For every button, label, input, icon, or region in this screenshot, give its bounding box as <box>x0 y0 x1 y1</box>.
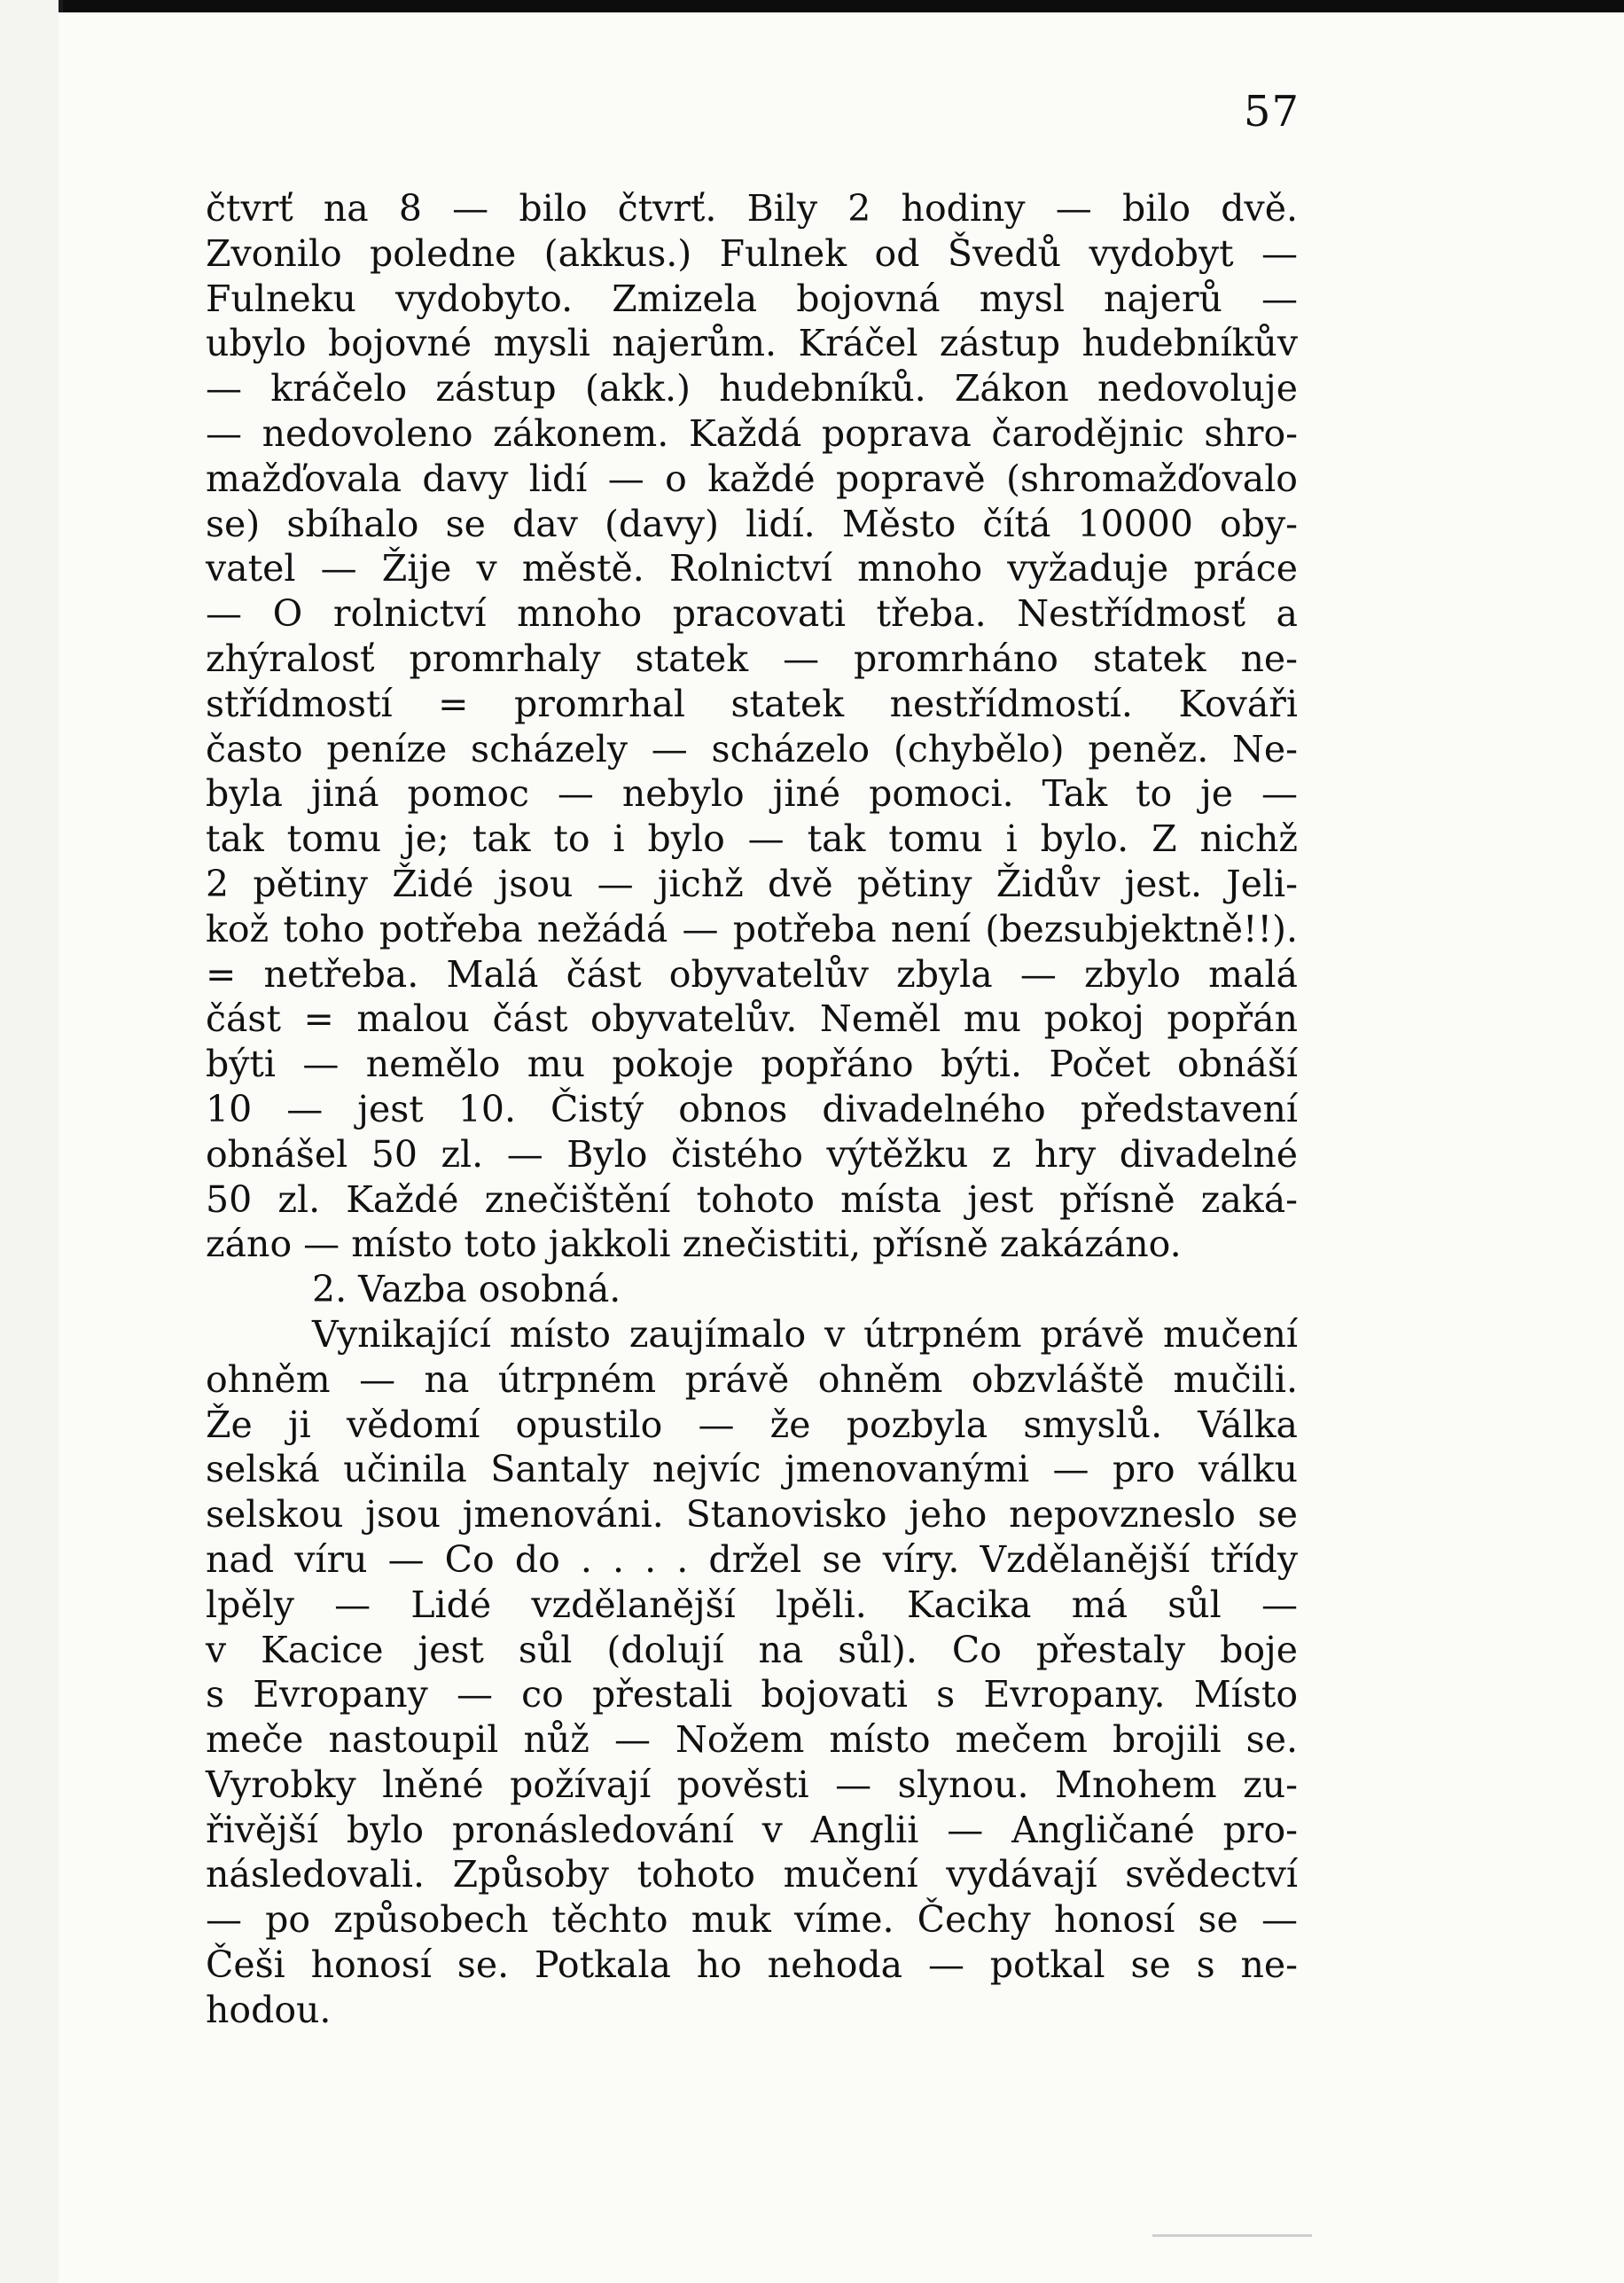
text-line: 2 pětiny Židé jsou — jichž dvě pětiny Židův jest. Jeli- <box>206 862 1298 905</box>
text-line: obnášel 50 zl. — Bylo čistého výtěžku z hry divadelné <box>206 1132 1298 1176</box>
text-line: část = malou část obyvatelův. Neměl mu pokoj popřán <box>206 997 1298 1041</box>
text-line: = netřeba. Malá část obyvatelův zbyla — zbylo malá <box>206 952 1298 996</box>
text-line: v Kacice jest sůl (dolují na sůl). Co přestaly boje <box>206 1628 1298 1671</box>
text-line: — nedovoleno zákonem. Každá poprava čarodějnic shro- <box>206 411 1298 455</box>
text-line: nad víru — Co do . . . . držel se víry. Vzdělanější třídy <box>206 1537 1298 1581</box>
scan-artifact <box>1152 2234 1312 2237</box>
text-line: ohněm — na útrpném právě ohněm obzvláště mučili. <box>206 1357 1298 1401</box>
text-line: 10 — jest 10. Čistý obnos divadelného představení <box>206 1087 1298 1130</box>
text-line: Češi honosí se. Potkala ho nehoda — potkal se s ne- <box>206 1943 1298 1987</box>
text-line: Fulneku vydobyto. Zmizela bojovná mysl najerů — <box>206 277 1298 320</box>
text-line: Zvonilo poledne (akkus.) Fulnek od Švedů vydobyt — <box>206 231 1298 275</box>
text-line: lpěly — Lidé vzdělanější lpěli. Kacika má sůl — <box>206 1583 1298 1626</box>
text-line: střídmostí = promrhal statek nestřídmostí. Kováři <box>206 682 1298 725</box>
body-text <box>206 186 1298 2033</box>
text-line: ubylo bojovné mysli najerům. Kráčel zástup hudebníkův <box>206 322 1298 365</box>
text-line: — O rolnictví mnoho pracovati třeba. Nestřídmosť a <box>206 592 1298 636</box>
text-line: Že ji vědomí opustilo — že pozbyla smyslů. Válka <box>206 1403 1298 1446</box>
text-line: čtvrť na 8 — bilo čtvrť. Bily 2 hodiny — bilo dvě. <box>206 187 1298 230</box>
text-line: — kráčelo zástup (akk.) hudebníků. Zákon nedovoluje <box>206 367 1298 410</box>
text-line: hodou. <box>206 1988 332 2031</box>
text-line: selská učinila Santaly nejvíc jmenovanými — pro válku <box>206 1448 1298 1491</box>
text-line: se) sbíhalo se dav (davy) lidí. Město čítá 10000 oby- <box>206 502 1298 545</box>
text-line: býti — nemělo mu pokoje popřáno býti. Počet obnáší <box>206 1043 1298 1086</box>
text-line: meče nastoupil nůž — Nožem místo mečem brojili se. <box>206 1718 1298 1762</box>
text-line: záno — místo toto jakkoli znečistiti, přísně zakázáno. <box>206 1223 1182 1266</box>
text-line: vatel — Žije v městě. Rolnictví mnoho vyžaduje práce <box>206 547 1298 590</box>
text-line: zhýralosť promrhaly statek — promrháno statek ne- <box>206 637 1298 680</box>
text-line: selskou jsou jmenováni. Stanovisko jeho nepovzneslo se <box>206 1493 1298 1536</box>
text-line: — po způsobech těchto muk víme. Čechy honosí se — <box>206 1898 1298 1942</box>
text-line: tak tomu je; tak to i bylo — tak tomu i bylo. Z nichž <box>206 817 1298 861</box>
text-line: Vyrobky lněné požívají pověsti — slynou. Mnohem zu- <box>206 1763 1298 1806</box>
text-line: s Evropany — co přestali bojovati s Evropany. Místo <box>206 1673 1298 1716</box>
text-line: následovali. Způsoby tohoto mučení vydávají svědectví <box>206 1853 1298 1896</box>
page-number: 57 <box>1243 87 1300 137</box>
text-line: často peníze scházely — scházelo (chybělo) peněz. Ne- <box>206 727 1298 770</box>
text-line: byla jiná pomoc — nebylo jiné pomoci. Tak to je — <box>206 772 1298 816</box>
scan-left-margin <box>0 0 63 2283</box>
text-line: kož toho potřeba nežádá — potřeba není (bezsubjektně!!). <box>206 907 1298 950</box>
text-line: 50 zl. Každé znečištění tohoto místa jest přísně zaká- <box>206 1177 1298 1221</box>
text-line: řivější bylo pronásledování v Anglii — Angličané pro- <box>206 1808 1298 1851</box>
text-line: mažďovala davy lidí — o každé popravě (shromažďovalo <box>206 457 1298 500</box>
text-line: Vynikající místo zaujímalo v útrpném právě mučení <box>312 1312 1298 1356</box>
section-heading: 2. Vazba osobná. <box>312 1268 621 1311</box>
